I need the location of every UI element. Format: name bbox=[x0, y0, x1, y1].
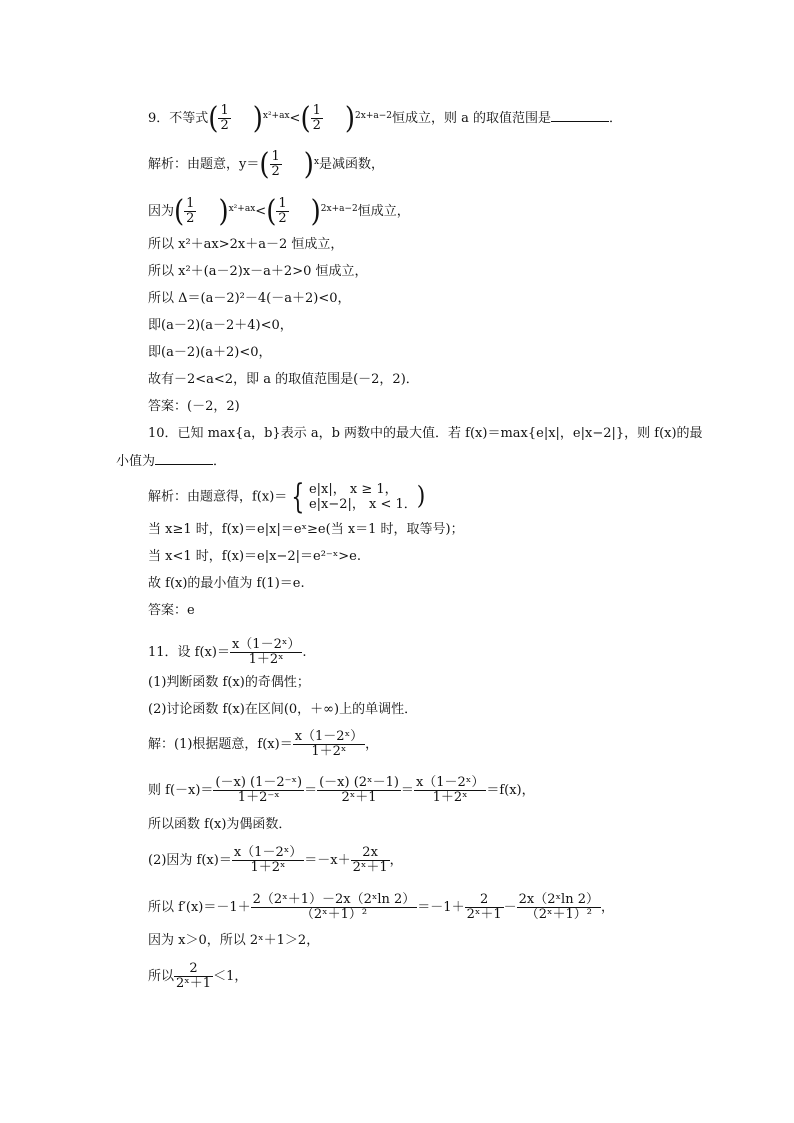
fraction: $\frac{\text{x（1－2ˣ）}}{\text{1＋2ˣ}}$ bbox=[415, 775, 485, 805]
left-paren: ( bbox=[208, 101, 219, 136]
q10-step: 当 x<1 时，f(x)＝e|x−2|＝e²⁻ˣ>e. bbox=[148, 549, 361, 564]
q11-last-line: 所以 $\frac{2}{\text{2ˣ＋1}}$ ＜1， bbox=[148, 961, 248, 991]
fraction-half: $\frac{1}{2}$ bbox=[220, 103, 229, 133]
left-paren: ( bbox=[174, 194, 185, 229]
q10-stem-line2: 小值为 ． bbox=[116, 454, 227, 469]
q10-answer: 答案：e bbox=[148, 603, 195, 618]
q11-part2-rewrite: (2)因为 f(x)＝ $\frac{\text{x（1－2ˣ）}}{\text{1＋2ˣ}}$ ＝－x＋ $\frac{2x}{\text{2ˣ＋1}}$ ， bbox=[148, 845, 403, 875]
q10-step: 故 f(x)的最小值为 f(1)＝e. bbox=[148, 576, 305, 591]
left-brace: { bbox=[291, 477, 305, 517]
q10-step: 当 x≥1 时，f(x)＝e|x|＝eˣ≥e(当 x＝1 时，取等号)； bbox=[148, 522, 464, 537]
right-paren: ) bbox=[303, 147, 314, 182]
q11-negation: 则 f(－x)＝ $\frac{\text{(－x) (1－2⁻ˣ)}}{\text{1＋2⁻ˣ}}$ ＝ $\frac{\text{(－x) (2ˣ－1)}}{\text{2ˣ＋1}}$ ＝ $\frac{\text{x（1－2ˣ）}}{\text{1＋2ˣ}}$ ＝f(x)， bbox=[148, 775, 535, 805]
fraction: $\frac{\text{x（1－2ˣ）}}{\text{1＋2ˣ}}$ bbox=[231, 637, 301, 667]
right-paren: ) bbox=[218, 194, 229, 229]
fraction: $\frac{\text{(－x) (1－2⁻ˣ)}}{\text{1＋2⁻ˣ}}$ bbox=[215, 775, 303, 805]
fraction-half: $\frac{1}{2}$ bbox=[278, 196, 287, 226]
q11-sol1: 解：(1)根据题意，f(x)＝ $\frac{\text{x（1－2ˣ）}}{\text{1＋2ˣ}}$ ， bbox=[148, 729, 379, 759]
q9-step: 即(a－2)(a＋2)<0， bbox=[148, 345, 272, 360]
fraction-half: $\frac{1}{2}$ bbox=[271, 149, 280, 179]
fraction-half: $\frac{1}{2}$ bbox=[186, 196, 195, 226]
fraction-half: $\frac{1}{2}$ bbox=[312, 103, 321, 133]
q9-step: 故有－2<a<2，即 a 的取值范围是(－2，2)． bbox=[148, 372, 419, 387]
q9-stem: 9．不等式( $\frac{1}{2}$ )$^{x^2+ax}$<( $\frac{1}{2}$ )$^{2x+a-2}$恒成立，则 a 的取值范围是 ． bbox=[148, 101, 623, 136]
piecewise-cases: e|x|， x ≥ 1， e|x−2|， x < 1． bbox=[308, 482, 417, 512]
left-paren: ( bbox=[300, 101, 311, 136]
q11-even-conclusion: 所以函数 f(x)为偶函数． bbox=[148, 817, 292, 832]
right-paren: ) bbox=[344, 101, 356, 136]
q10-solution-piecewise: 解析：由题意得，f(x)＝ { e|x|， x ≥ 1， e|x−2|， x < 1． ) bbox=[148, 477, 426, 517]
q9-answer: 答案：(－2，2) bbox=[148, 399, 240, 414]
q10-stem-line1: 10．已知 max{a，b}表示 a，b 两数中的最大值．若 f(x)＝max{e|x|，e|x−2|}，则 f(x)的最 bbox=[148, 426, 703, 441]
fraction: $\frac{2}{\text{2ˣ＋1}}$ bbox=[466, 892, 502, 922]
fraction: $\frac{2}{\text{2ˣ＋1}}$ bbox=[176, 961, 212, 991]
q9-since-line: 因为( $\frac{1}{2}$ )$^{x^2+ax}$<( $\frac{1}{2}$ )$^{2x+a-2}$恒成立， bbox=[148, 194, 410, 229]
q11-part2: (2)讨论函数 f(x)在区间(0，＋∞)上的单调性． bbox=[148, 702, 418, 717]
q9-step: 所以 x²＋ax>2x＋a－2 恒成立， bbox=[148, 237, 344, 252]
q11-stem: 11．设 f(x)＝ $\frac{\text{x（1－2ˣ）}}{\text{1＋2ˣ}}$ . bbox=[148, 637, 307, 667]
left-paren: ( bbox=[266, 194, 277, 229]
q9-step: 所以 x²＋(a－2)x－a＋2>0 恒成立， bbox=[148, 264, 368, 279]
fraction: $\frac{\text{2x（2ˣln 2）}}{\text{（2ˣ＋1）²}}$ bbox=[518, 892, 599, 922]
right-paren: ) bbox=[310, 194, 321, 229]
fraction: $\frac{\text{x（1－2ˣ）}}{\text{1＋2ˣ}}$ bbox=[233, 845, 303, 875]
left-paren: ( bbox=[259, 147, 270, 182]
fraction: $\frac{2x}{\text{2ˣ＋1}}$ bbox=[352, 845, 388, 875]
answer-blank bbox=[155, 453, 213, 465]
q11-derivative: 所以 f′(x)＝－1＋ $\frac{\text{2（2ˣ＋1）－2x（2ˣln 2）}}{\text{（2ˣ＋1）²}}$ ＝－1＋ $\frac{2}{\text{2ˣ＋1}}$ － $\frac{\text{2x（2ˣln 2）}}{\text{（2ˣ＋1）²}}$ ， bbox=[148, 892, 614, 922]
q9-step: 所以 Δ＝(a－2)²－4(－a＋2)<0， bbox=[148, 291, 351, 306]
fraction: $\frac{\text{x（1－2ˣ）}}{\text{1＋2ˣ}}$ bbox=[294, 729, 364, 759]
q11-part1: (1)判断函数 f(x)的奇偶性； bbox=[148, 675, 310, 690]
q11-inequality: 因为 x＞0，所以 2ˣ＋1＞2， bbox=[148, 933, 320, 948]
q9-solution-intro: 解析：由题意，y＝( $\frac{1}{2}$ )$^x$是减函数， bbox=[148, 147, 385, 182]
answer-blank bbox=[551, 110, 609, 122]
right-paren: ) bbox=[252, 101, 263, 136]
q9-step: 即(a－2)(a－2＋4)<0， bbox=[148, 318, 293, 333]
fraction: $\frac{\text{(－x) (2ˣ－1)}}{\text{2ˣ＋1}}$ bbox=[319, 775, 399, 805]
fraction: $\frac{\text{2（2ˣ＋1）－2x（2ˣln 2）}}{\text{（2ˣ＋1）²}}$ bbox=[252, 892, 416, 922]
right-paren: ) bbox=[416, 482, 426, 511]
